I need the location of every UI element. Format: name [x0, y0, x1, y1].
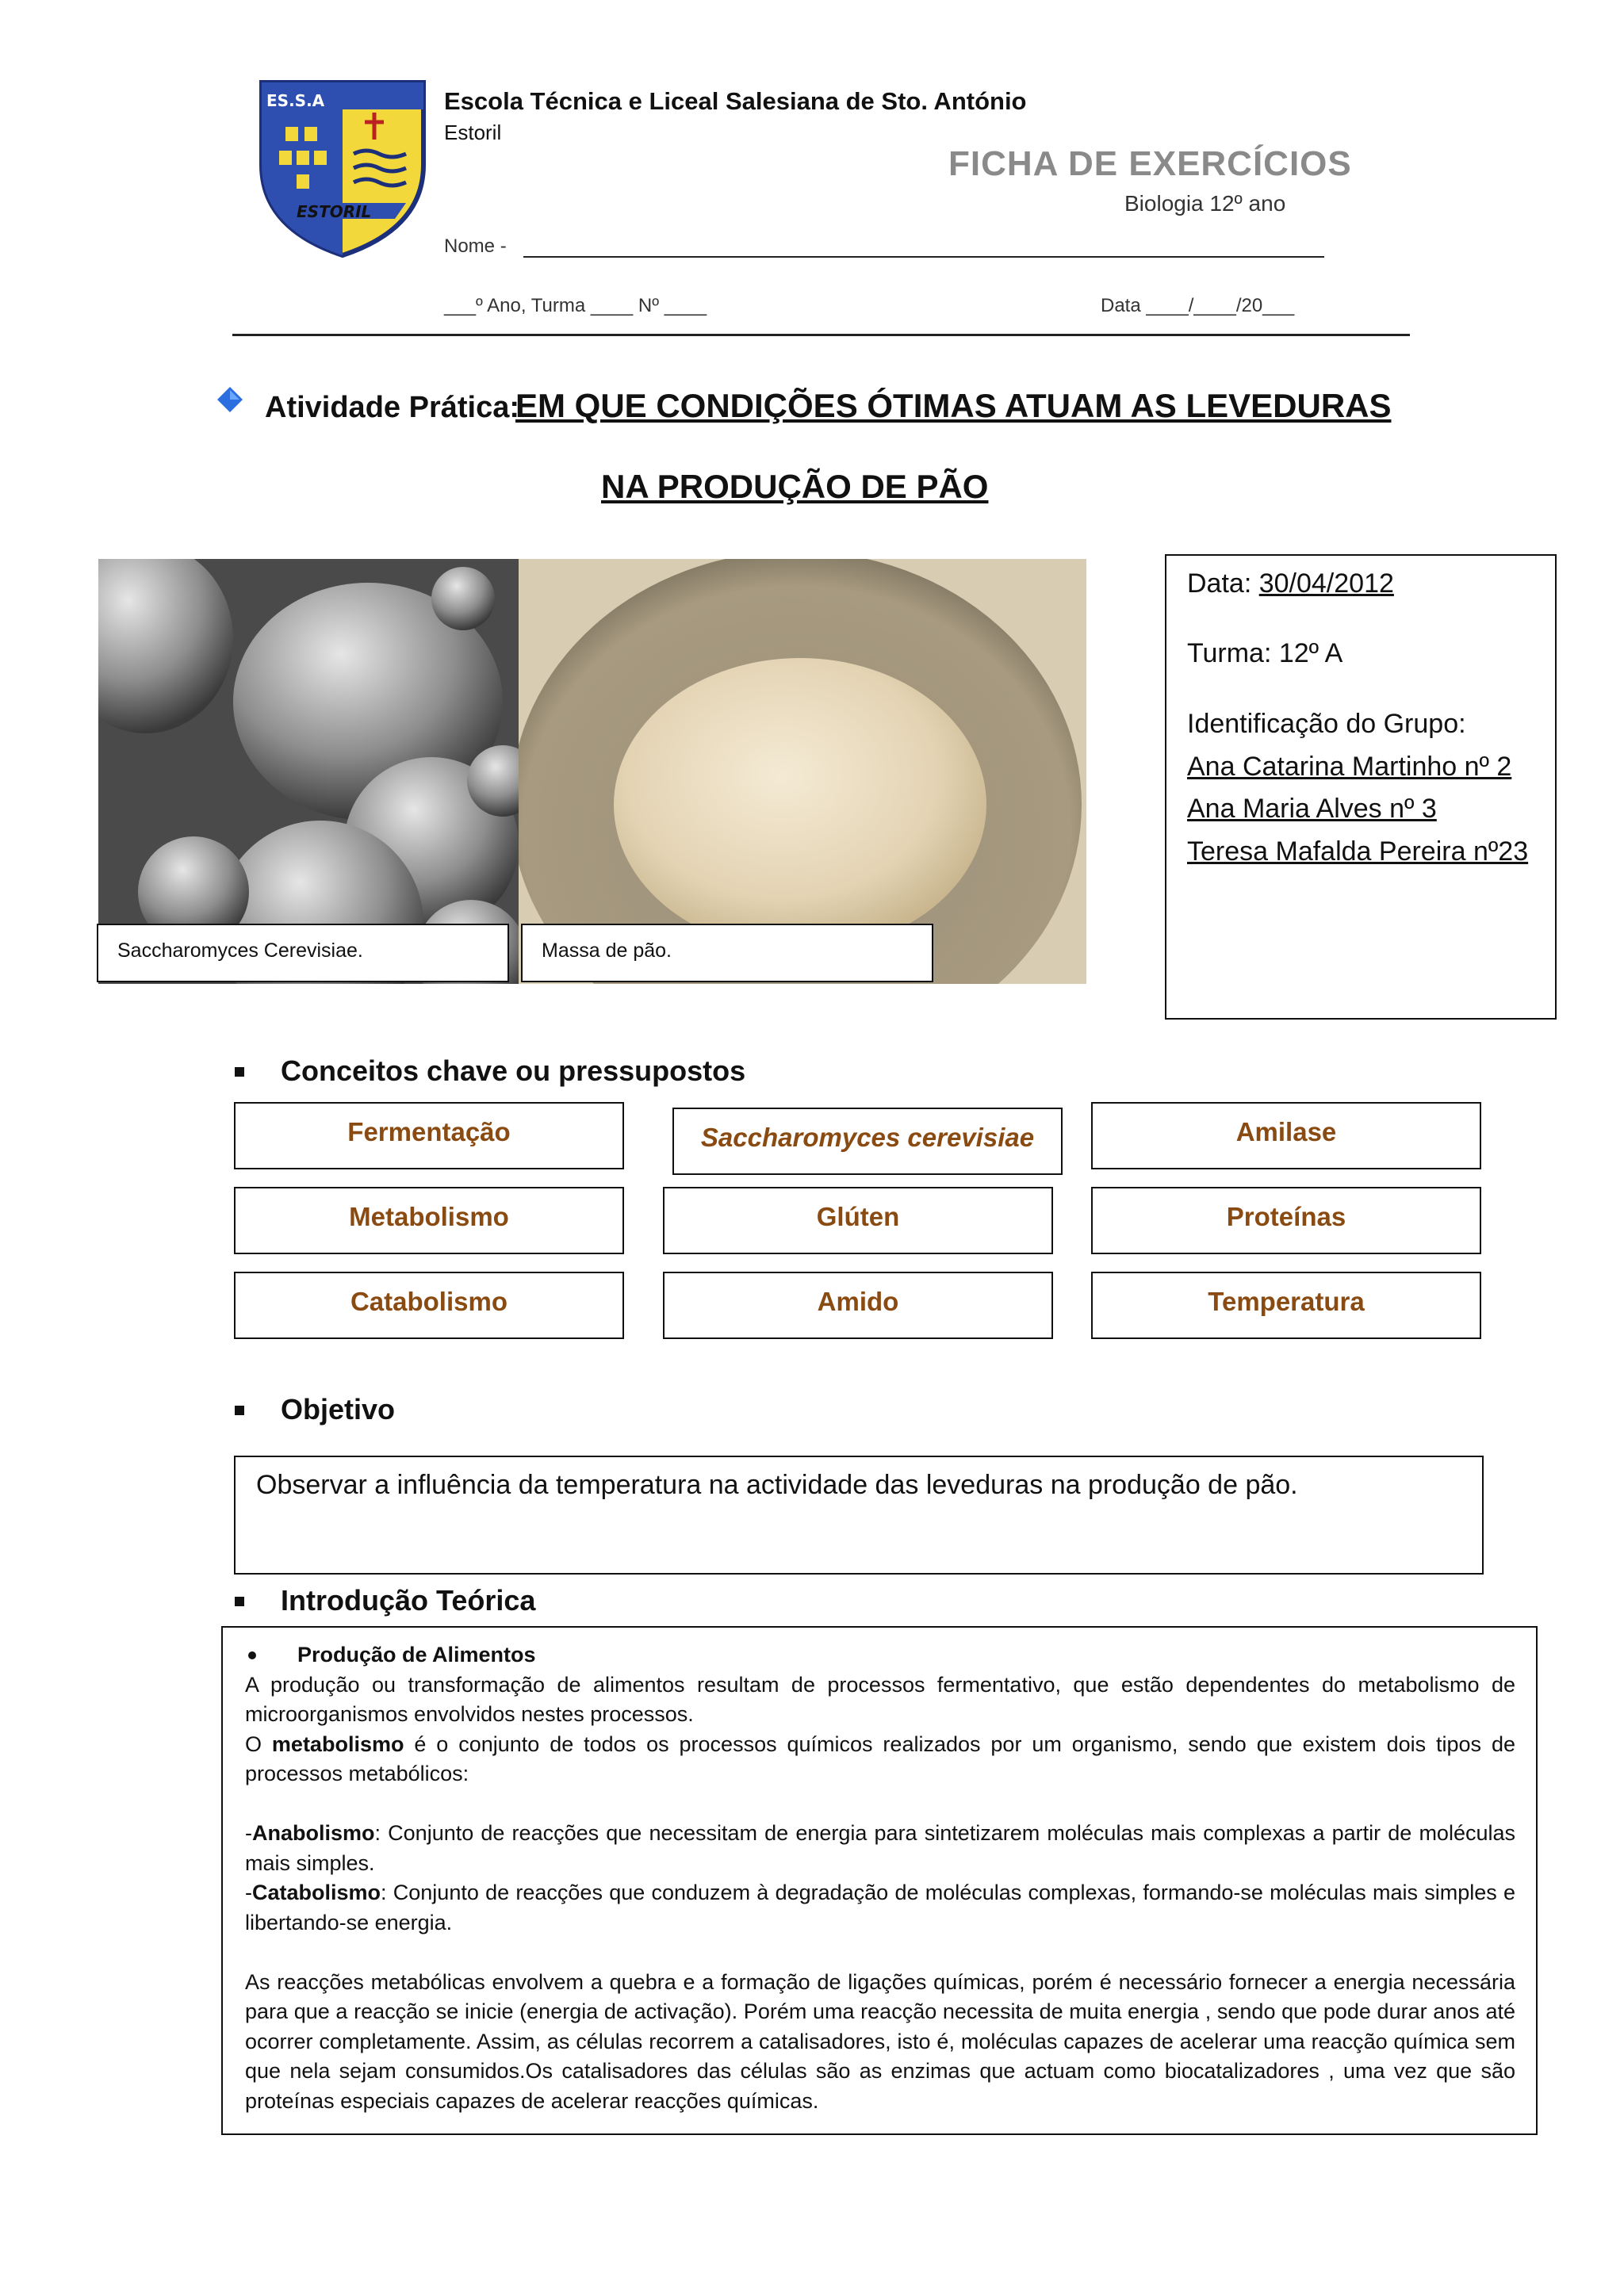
text-run: -	[245, 1821, 252, 1845]
concept-fermentation: Fermentação	[234, 1102, 624, 1169]
intro-heading: Introdução Teórica	[281, 1584, 536, 1617]
concept-saccharomyces: Saccharomyces cerevisiae	[672, 1108, 1063, 1175]
text-run: : Conjunto de reacções que conduzem à degradação de moléculas complexas, formando-se moléculas mais simples e libertando-se energia.	[245, 1881, 1515, 1934]
concept-proteins: Proteínas	[1091, 1187, 1481, 1254]
square-bullet-icon	[235, 1597, 244, 1606]
intro-catabolism	[245, 1878, 1515, 1938]
school-town: Estoril	[444, 121, 502, 144]
term-metabolism: metabolismo	[271, 1732, 404, 1756]
concept-gluten: Glúten	[663, 1187, 1053, 1254]
school-name: Escola Técnica e Liceal Salesiana de Sto. António	[444, 87, 1027, 115]
objective-heading: Objetivo	[281, 1393, 396, 1425]
objective-text: Observar a influência da temperatura na actividade das leveduras na produção de pão.	[256, 1470, 1298, 1500]
intro-subheading-text: Produção de Alimentos	[297, 1643, 536, 1667]
diamond-bullet-icon	[216, 386, 243, 413]
yeast-micrograph-image	[98, 559, 519, 984]
concept-amylase: Amilase	[1091, 1102, 1481, 1169]
info-date-label: Data:	[1187, 568, 1252, 599]
dough-caption: Massa de pão.	[521, 924, 933, 982]
term-catabolism: Catabolismo	[252, 1881, 381, 1904]
activity-label: Atividade Prática:	[265, 391, 519, 424]
logo-text-bottom: ESTORIL	[297, 202, 372, 221]
sheet-subject: Biologia 12º ano	[1124, 191, 1286, 216]
bread-dough-image	[519, 559, 1086, 984]
round-bullet-icon	[248, 1651, 256, 1659]
logo-text-top: ES.S.A	[266, 91, 325, 110]
text-run: é o conjunto de todos os processos químicos realizados por um organismo, sendo que existem dois tipos de processos metabólicos:	[245, 1732, 1515, 1785]
intro-paragraph: As reacções metabólicas envolvem a quebra e a formação de ligações químicas, porém é necessário fornecer a energia necessária para que a reacção se inicie (energia de activação). Porém uma reacção necessita de muita energia , sendo que pode durar anos até ocorrer completamente. Assim, as células recorrem a catalisadores, isto é, moléculas capazes de acelerar uma reacção química sem que nela sejam consumidos.Os catalisadores das células são as enzimas que actuam como biocatalizadores , uma vez que são proteínas especiais capazes de acelerar reacções químicas.	[245, 1969, 1515, 2113]
concept-starch: Amido	[663, 1272, 1053, 1339]
concept-catabolism: Catabolismo	[234, 1272, 624, 1339]
intro-paragraph: A produção ou transformação de alimentos resultam de processos fermentativo, que estão dependentes do metabolismo de microorganismos envolvidos nestes processos.	[245, 1672, 1515, 1726]
intro-subheading	[245, 1640, 1515, 1670]
concept-temperature: Temperatura	[1091, 1272, 1481, 1339]
info-class: Turma: 12º A	[1187, 638, 1343, 668]
activity-title-line-2: NA PRODUÇÃO DE PÃO	[601, 468, 989, 505]
concepts-heading: Conceitos chave ou pressupostos	[281, 1054, 746, 1087]
group-member: Ana Maria Alves nº 3	[1187, 794, 1437, 824]
objective-box	[234, 1456, 1484, 1575]
sheet-title: FICHA DE EXERCÍCIOS	[948, 144, 1352, 183]
intro-paragraph-metabolism	[245, 1730, 1515, 1789]
activity-title-line-1: EM QUE CONDIÇÕES ÓTIMAS ATUAM AS LEVEDURAS	[515, 387, 1392, 424]
info-date	[1187, 568, 1394, 599]
school-logo	[255, 78, 430, 260]
info-group-label: Identificação do Grupo:	[1187, 709, 1466, 739]
group-info-box	[1165, 554, 1557, 1020]
info-date-value: 30/04/2012	[1258, 568, 1394, 599]
group-member: Ana Catarina Martinho nº 2	[1187, 752, 1512, 782]
year-class-number-line[interactable]: ___º Ano, Turma ____ Nº ____	[444, 295, 707, 316]
date-fill-line[interactable]: Data ____/____/20___	[1101, 295, 1295, 316]
intro-anabolism	[245, 1819, 1515, 1878]
text-run: O	[245, 1732, 272, 1756]
text-run: -	[245, 1881, 252, 1904]
name-label: Nome -	[444, 235, 507, 257]
intro-box	[221, 1626, 1538, 2135]
text-run: : Conjunto de reacções que necessitam de energia para sintetizarem moléculas mais complexas a partir de moléculas mais simples.	[245, 1821, 1515, 1875]
yeast-caption: Saccharomyces Cerevisiae.	[97, 924, 509, 982]
group-member: Teresa Mafalda Pereira nº23	[1187, 836, 1529, 867]
square-bullet-icon	[235, 1067, 244, 1077]
name-input-line[interactable]	[523, 256, 1324, 258]
concept-metabolism: Metabolismo	[234, 1187, 624, 1254]
term-anabolism: Anabolismo	[252, 1821, 375, 1845]
square-bullet-icon	[235, 1406, 244, 1415]
header-divider	[232, 334, 1410, 336]
